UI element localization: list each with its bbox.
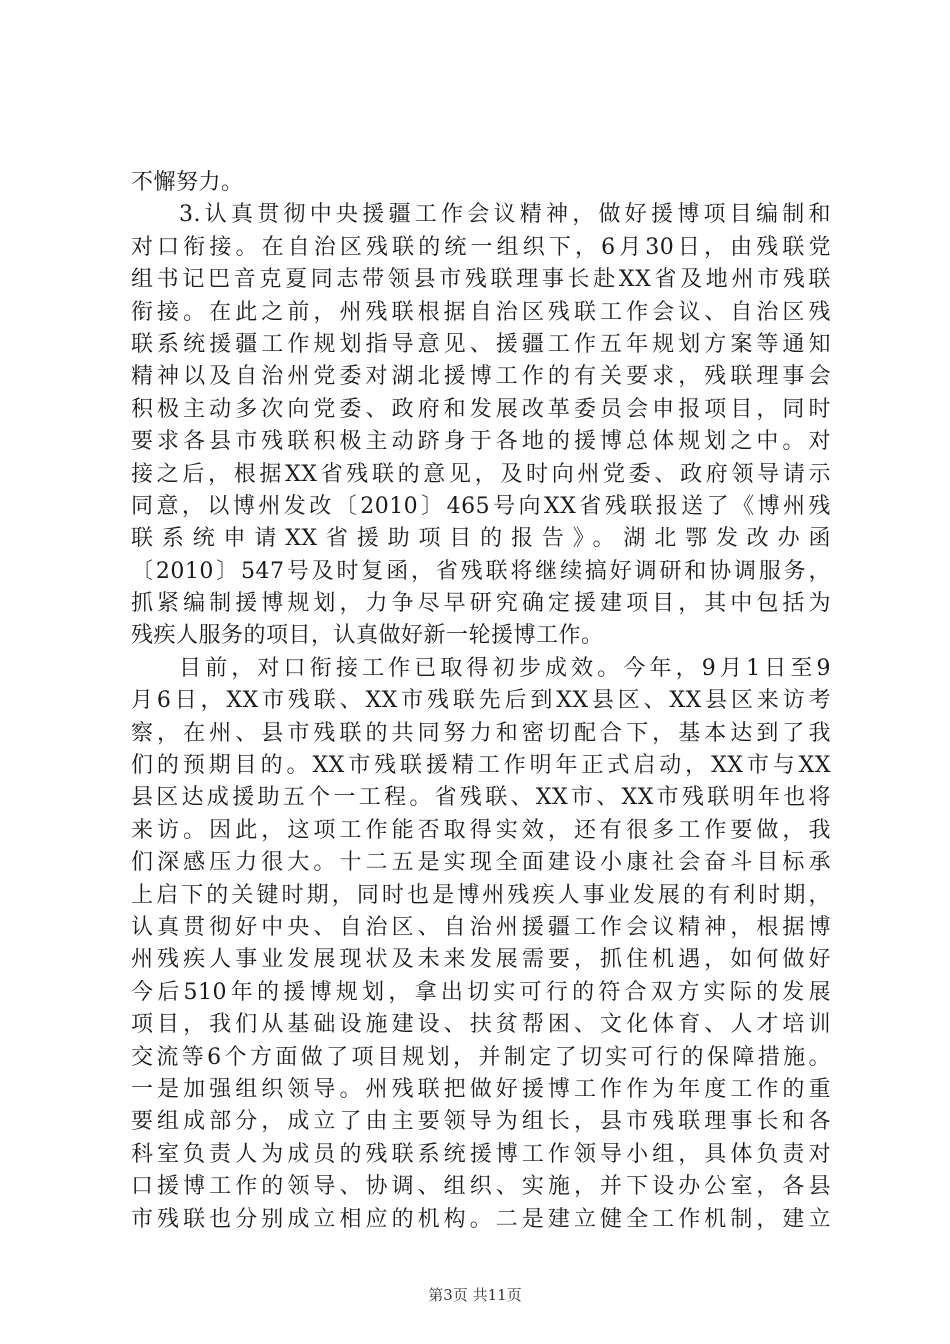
page-footer: 第3页 共11页 bbox=[428, 1286, 522, 1304]
text-line: 上启下的关键时期，同时也是博州残疾人事业发展的有利时期， bbox=[131, 882, 831, 908]
text-line: 科室负责人为成员的残联系统援博工作领导小组，具体负责对 bbox=[131, 1141, 831, 1167]
text-line: 州残疾人事业发展现状及未来发展需要，抓住机遇，如何做好 bbox=[131, 947, 831, 973]
text-line: 抓紧编制援博规划，力争尽早研究确定援建项目，其中包括为 bbox=[131, 591, 831, 617]
text-line: 要组成部分，成立了由主要领导为组长，县市残联理事长和各 bbox=[131, 1109, 831, 1135]
text-line: 认真贯彻好中央、自治区、自治州援疆工作会议精神，根据博 bbox=[131, 914, 831, 940]
text-line: 组书记巴音克夏同志带领县市残联理事长赴XX省及地州市残联 bbox=[131, 267, 831, 293]
text-line: 残疾人服务的项目，认真做好新一轮援博工作。 bbox=[131, 623, 604, 649]
text-line: 衔接。在此之前，州残联根据自治区残联工作会议、自治区残 bbox=[131, 299, 831, 325]
text-line: 月6日，XX市残联、XX市残联先后到XX县区、XX县区来访考 bbox=[131, 688, 831, 714]
text-line: 县区达成援助五个一工程。省残联、XX市、XX市残联明年也将 bbox=[131, 785, 831, 811]
text-line: 对口衔接。在自治区残联的统一组织下，6月30日，由残联党 bbox=[131, 234, 831, 260]
text-line: 精神以及自治州党委对湖北援博工作的有关要求，残联理事会 bbox=[131, 364, 831, 390]
text-line: 口援博工作的领导、协调、组织、实施，并下设办公室，各县 bbox=[131, 1174, 831, 1200]
text-line: 不懈努力。 bbox=[131, 170, 244, 195]
text-line: 同意，以博州发改〔2010〕465号向XX省残联报送了《博州残 bbox=[131, 493, 831, 519]
text-line: 察，在州、县市残联的共同努力和密切配合下，基本达到了我 bbox=[131, 720, 831, 746]
text-line: 一是加强组织领导。州残联把做好援博工作作为年度工作的重 bbox=[131, 1076, 831, 1102]
text-line: 联系统申请XX省援助项目的报告》。湖北鄂发改办函 bbox=[131, 526, 831, 552]
text-line: 要求各县市残联积极主动跻身于各地的援博总体规划之中。对 bbox=[131, 429, 831, 455]
text-line: 目前，对口衔接工作已取得初步成效。今年，9月1日至9 bbox=[179, 655, 831, 681]
body-text bbox=[131, 167, 831, 1236]
text-line: 市残联也分别成立相应的机构。二是建立健全工作机制，建立 bbox=[131, 1206, 831, 1232]
text-line: 交流等6个方面做了项目规划，并制定了切实可行的保障措施。 bbox=[131, 1044, 831, 1070]
text-line: 3.认真贯彻中央援疆工作会议精神，做好援博项目编制和 bbox=[179, 202, 831, 228]
text-line: 们的预期目的。XX市残联援精工作明年正式启动，XX市与XX bbox=[131, 753, 831, 779]
text-line: 〔2010〕547号及时复函，省残联将继续搞好调研和协调服务， bbox=[131, 558, 831, 584]
text-line: 们深感压力很大。十二五是实现全面建设小康社会奋斗目标承 bbox=[131, 850, 831, 876]
text-line: 项目，我们从基础设施建设、扶贫帮困、文化体育、人才培训 bbox=[131, 1012, 831, 1038]
text-line: 今后510年的援博规划，拿出切实可行的符合双方实际的发展 bbox=[131, 979, 831, 1005]
text-line: 接之后，根据XX省残联的意见，及时向州党委、政府领导请示 bbox=[131, 461, 831, 487]
text-line: 来访。因此，这项工作能否取得实效，还有很多工作要做，我 bbox=[131, 817, 831, 843]
text-line: 联系统援疆工作规划指导意见、援疆工作五年规划方案等通知 bbox=[131, 331, 831, 357]
text-line: 积极主动多次向党委、政府和发展改革委员会申报项目，同时 bbox=[131, 396, 831, 422]
